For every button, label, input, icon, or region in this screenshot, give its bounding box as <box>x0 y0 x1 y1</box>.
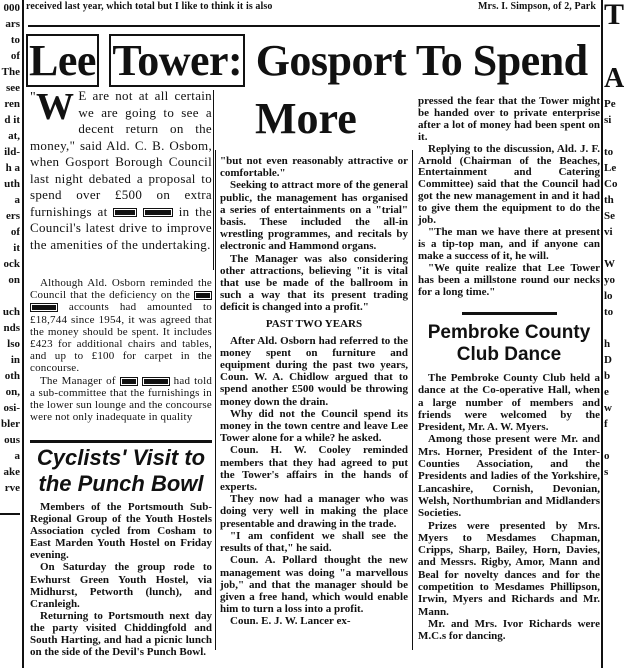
edge-text: rve <box>4 482 20 494</box>
edge-text: lso <box>7 338 20 350</box>
edge-text <box>604 128 627 144</box>
edge-text: on, <box>5 386 20 398</box>
edge-text: oth <box>4 370 20 382</box>
edge-text: A <box>604 63 625 94</box>
paragraph: Coun. E. J. W. Lancer ex- <box>230 615 351 628</box>
previous-article-text-left: received last year, which total but I like to think it is also <box>26 1 273 12</box>
article-subheading: PAST TWO YEARS <box>265 317 363 330</box>
edge-text: ren <box>4 98 20 110</box>
edge-text: Pe <box>604 98 616 110</box>
headline-rest: Gosport To Spend <box>255 36 588 85</box>
article-lead <box>30 88 212 253</box>
edge-text: of <box>10 50 20 62</box>
edge-text: yo <box>604 274 615 286</box>
edge-text: a <box>14 194 20 206</box>
pembroke-headline: Pembroke County Club Dance <box>427 322 591 365</box>
article-headline-line2: More <box>255 94 357 143</box>
edge-text: of <box>10 226 20 238</box>
edge-text: Se <box>604 210 615 222</box>
lead-text-continued: in the Council's latest drive to improve the amenities of the undertaking. <box>30 203 212 252</box>
paragraph: Returning to Portsmouth next day the party visited Chiddingfold and South Harting, and had a picnic lunch on the side of the Devil's Punch Bowl. <box>30 609 212 659</box>
paragraph-text: The Manager of <box>40 374 116 387</box>
redacted-word-box <box>142 377 170 386</box>
edge-text: W <box>604 258 615 270</box>
edge-text: ous <box>4 434 20 446</box>
edge-text: T <box>604 0 625 31</box>
lead-text: E are not at all certain we are going to see a decent return on the money," said Ald. C. B. Osbom, when Gosport Borough Council last night debated a proposal to spend over £500 on extra furnishings at <box>30 88 212 219</box>
edge-text: osi- <box>3 402 20 414</box>
edge-text: at, <box>8 130 20 142</box>
edge-text: a <box>14 450 20 462</box>
redacted-word-box <box>194 291 212 300</box>
paragraph: Mr. and Mrs. Ivor Richards were M.C.s for dancing. <box>418 617 600 643</box>
edge-text: w <box>604 402 612 414</box>
redacted-word-box <box>30 303 58 312</box>
headline-word-tower: Tower: <box>109 34 245 87</box>
redacted-word-box <box>143 208 173 217</box>
edge-text: on <box>8 274 20 286</box>
edge-text: in <box>10 354 20 366</box>
paragraph: Coun. H. W. Cooley reminded members that they had agreed to put the Tower's affairs in the hands of experts. <box>220 444 408 494</box>
edge-text <box>604 46 627 62</box>
paragraph: Seeking to attract more of the general public, the management has organised a series of entertainments on a "trial" basis. These included the all-in wrestling programmes, and recitals by electronic and Hammond organs. <box>220 179 408 253</box>
edge-text: Co <box>604 178 618 190</box>
edge-text: uch <box>2 306 20 318</box>
paragraph: Members of the Portsmouth Sub-Regional Group of the Youth Hostels Association cycled from Cosham to East Marden Youth Hostel on Friday evening. <box>30 501 212 562</box>
paragraph-text: had told a sub-committee that the furnishings in the lower sun lounge and the concourse were not only inadequate in quality <box>30 374 213 424</box>
top-divider <box>28 25 600 27</box>
edge-text <box>604 432 627 448</box>
paragraph <box>30 277 212 375</box>
redacted-word-box <box>120 377 138 386</box>
paragraph: Coun. A. Pollard thought the new management was doing "a marvellous job," and that the manager should be given a free hand, which would enable him to turn a loss into a profit. <box>220 554 408 616</box>
edge-text: Le <box>604 162 617 174</box>
redacted-word-box <box>113 208 137 217</box>
paragraph: "We quite realize that Lee Tower has been a millstone round our necks for a long time." <box>418 261 600 298</box>
paragraph: Prizes were presented by Mrs. Myers to Mesdames Chapman, Cripps, Sharp, Bailey, Horn, Davies, and Messrs. Rigby, Amor, Mann and Beal for novelty dances and for the competition to Mesdames Phillipson, Irwin, Myers and Richards and Mr. Mann. <box>418 519 600 618</box>
article-column-1 <box>30 277 212 423</box>
article-column-2 <box>220 155 408 628</box>
previous-article-fragment <box>26 0 596 14</box>
edge-text: D <box>604 354 612 366</box>
edge-text: lo <box>604 290 613 302</box>
headline-word-lee: Lee <box>26 34 99 87</box>
paragraph: Replying to the discussion, Ald. J. F. Arnold (Chairman of the Beaches, Entertainment and Catering Committee) said that the Council had got the new management in and it had to give them the equipment to do the job. <box>418 142 600 227</box>
paragraph: They now had a manager who was doing very well in making the place presentable and drawing in the trade. <box>220 493 408 530</box>
column-rule-1-2 <box>215 150 216 650</box>
edge-text: h a <box>5 162 20 174</box>
edge-text: b <box>604 370 611 382</box>
edge-text: f <box>604 418 608 430</box>
edge-text <box>604 240 627 256</box>
previous-article-text-right: Mrs. I. Simpson, of 2, Park <box>478 1 596 12</box>
edge-text: o <box>604 450 610 462</box>
edge-text <box>0 288 20 304</box>
edge-text: vi <box>604 226 613 238</box>
edge-text: ake <box>3 466 20 478</box>
edge-text: nds <box>3 322 20 334</box>
paragraph: pressed the fear that the Tower might be handed over to private enterprise after a lot of money had been spent on it. <box>418 95 600 143</box>
left-edge-column-fragment <box>0 0 20 496</box>
paragraph: The Manager was also considering other attractions, believing "it is vital that use be made of the ballroom in such a way that its present trading deficit is changed into a profit." <box>220 252 408 314</box>
section-divider <box>30 440 212 443</box>
paragraph: "I am confident we shall see the results of that," he said. <box>220 529 408 555</box>
edge-text: h <box>604 338 611 350</box>
paragraph-text: Although Ald. Osborn reminded the Council that the deficiency on the <box>30 277 212 302</box>
paragraph <box>30 375 212 424</box>
edge-text <box>604 30 627 46</box>
edge-text: si <box>604 114 612 126</box>
pembroke-body <box>418 372 600 643</box>
edge-text: ers <box>5 210 20 222</box>
edge-text: 000 <box>3 2 20 14</box>
paragraph: On Saturday the group rode to Ewhurst Green Youth Hostel, via Midhurst, Petworth (lunch), and Cranleigh. <box>30 561 212 610</box>
left-edge-divider <box>0 513 20 515</box>
paragraph: The Pembroke County Club held a dance at the Co-operative Hall, when a large number of members and friends were welcomed by the President, Mr. A. W. Myers. <box>418 372 600 434</box>
edge-text: bler <box>1 418 20 430</box>
paragraph: Why did not the Council spend its money in the town centre and leave Lee Tower alone for a while? he asked. <box>220 407 408 445</box>
right-edge-column-fragment <box>604 0 627 480</box>
paragraph: "but not even reasonably attractive or comfortable." <box>220 155 408 180</box>
lead-box-rule <box>213 90 214 270</box>
column-rule-left <box>22 0 24 668</box>
edge-text: th <box>604 194 614 206</box>
edge-text: ock <box>3 258 20 270</box>
drop-cap: W <box>36 86 75 128</box>
open-quote: " <box>30 90 37 105</box>
edge-text: s <box>604 466 609 478</box>
paragraph: "The man we have there at present is a tip-top man, and if anyone can make a success of it, he will. <box>418 225 600 262</box>
paragraph: Among those present were Mr. and Mrs. Horner, President of the Inter-Counties Association, and the Presidents and ladies of the Yorkshire, Lancashire, Cornish, Devonian, Welsh, Northumbrian and Midlanders Societies. <box>418 433 600 520</box>
edge-text: to <box>604 306 614 318</box>
edge-text: uth <box>4 178 20 190</box>
edge-text: ild- <box>4 146 20 158</box>
edge-text: ars <box>5 18 20 30</box>
edge-text: to <box>604 146 614 158</box>
edge-text: d it <box>4 114 20 126</box>
edge-text: e <box>604 386 609 398</box>
cyclists-headline: Cyclists' Visit to the Punch Bowl <box>36 445 206 496</box>
section-divider <box>462 312 557 315</box>
cyclists-body <box>30 501 212 658</box>
edge-text: see <box>5 82 20 94</box>
edge-text: to <box>10 34 20 46</box>
article-column-3 <box>418 96 600 298</box>
edge-text: it <box>13 242 20 254</box>
edge-text: The <box>1 66 20 78</box>
article-headline <box>26 38 601 84</box>
edge-text <box>604 320 627 336</box>
column-rule-right <box>601 0 603 668</box>
column-rule-2-3 <box>412 150 413 650</box>
paragraph: After Ald. Osborn had referred to the money spent on furniture and equipment during the past two years, Coun. W. A. Chidlow argued that to spend another £500 would be throwing money down the drain. <box>220 334 408 408</box>
paragraph-text: accounts had amounted to £18,744 since 1954, it was agreed that the money should be spent. It includes £423 for additional chairs and tables, and up to £100 for carpet in the concourse. <box>30 301 212 375</box>
